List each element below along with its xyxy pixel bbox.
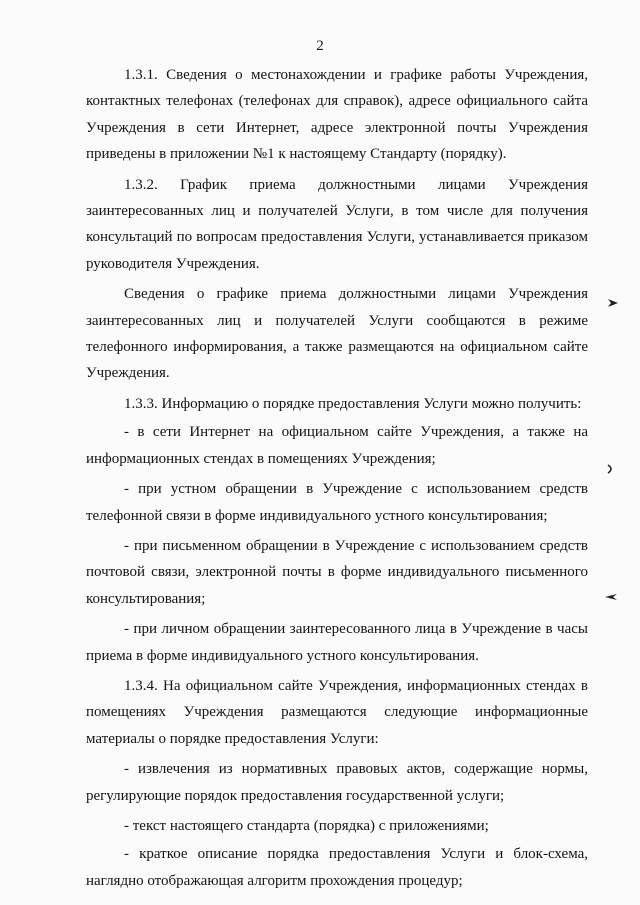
scan-artifact-mark: [607, 297, 619, 309]
list-item-personal-visit: - при личном обращении заинтересованного лица в Учреждение в часы приема в форме индивидуального устного консультирования.: [86, 621, 588, 664]
paragraph-1-3-3: 1.3.3. Информацию о порядке предоставления Услуги можно получить:: [124, 395, 582, 412]
paragraph-1-3-2: 1.3.2. График приема должностными лицами Учреждения заинтересованных лиц и получателей Услуги, в том числе для получения консультаций по вопросам предоставления Услуги, устанавливается приказом руководителя Учреждения.: [86, 176, 588, 272]
paragraph-1-3-1: 1.3.1. Сведения о местонахождении и графике работы Учреждения, контактных телефонах (телефонах для справок), адресе официального сайта Учреждения в сети Интернет, адресе электронной почты Учреждения приведены в приложении №1 к настоящему Стандарту (порядку).: [86, 67, 588, 163]
list-item-legal-extracts: - извлечения из нормативных правовых актов, содержащие нормы, регулирующие порядок предоставления государственной услуги;: [86, 761, 588, 804]
page-number: 2: [316, 38, 324, 54]
scan-artifact-mark: [606, 463, 616, 475]
list-item-written-request: - при письменном обращении в Учреждение с использованием средств почтовой связи, электронной почты в форме индивидуального письменного консультирования;: [86, 537, 588, 607]
list-item-oral-request: - при устном обращении в Учреждение с использованием средств телефонной связи в форме индивидуального устного консультирования;: [86, 481, 588, 524]
paragraph-schedule-info: Сведения о графике приема должностными лицами Учреждения заинтересованных лиц и получателей Услуги сообщаются в режиме телефонного информирования, а также размещаются на официальном сайте Учреждения.: [86, 286, 588, 382]
paragraph-1-3-4: 1.3.4. На официальном сайте Учреждения, информационных стендах в помещениях Учреждения размещаются следующие информационные материалы о порядке предоставления Услуги:: [86, 677, 588, 747]
list-item-internet: - в сети Интернет на официальном сайте Учреждения, а также на информационных стендах в помещениях Учреждения;: [86, 424, 588, 467]
list-item-standard-text: - текст настоящего стандарта (порядка) с приложениями;: [124, 817, 489, 834]
document-body: [86, 62, 588, 898]
list-item-procedure-description: - краткое описание порядка предоставления Услуги и блок-схема, наглядно отображающая алгоритм прохождения процедур;: [86, 846, 588, 889]
scan-artifact-mark: [604, 590, 618, 604]
